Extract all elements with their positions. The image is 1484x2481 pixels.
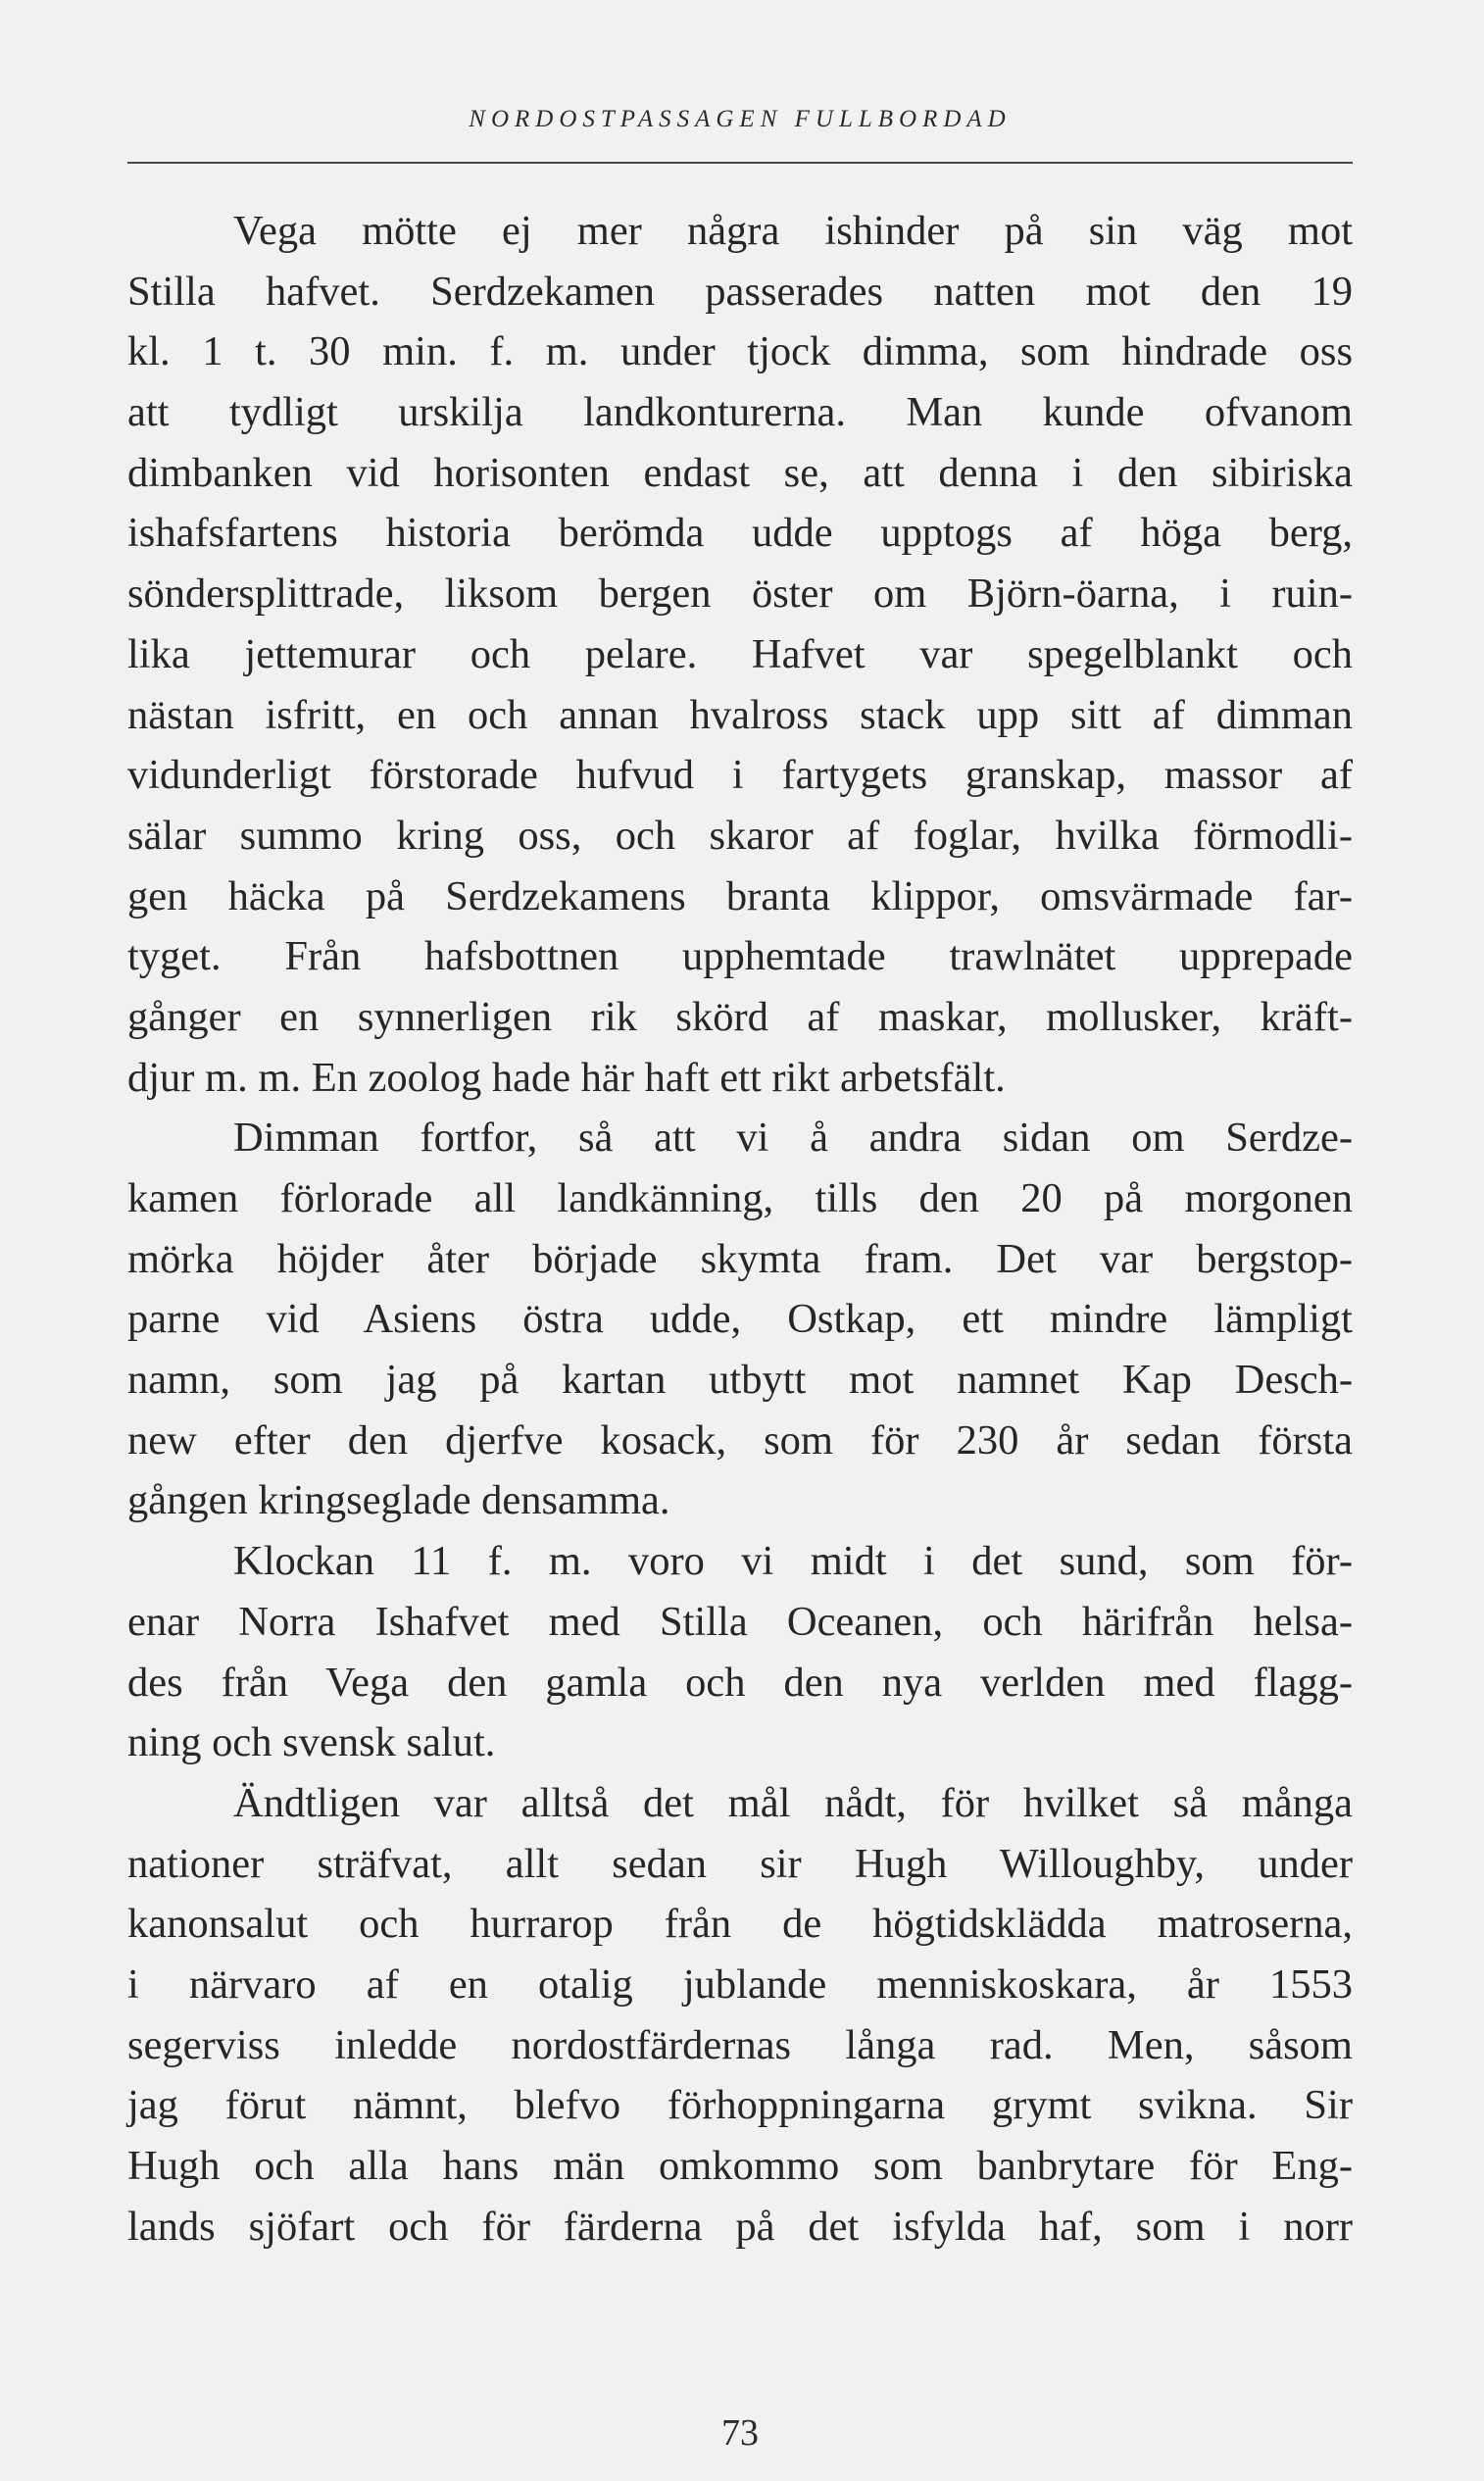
text-line: i närvaro af en otalig jublande menniskoskara, år 1553 — [127, 1960, 1353, 2008]
text-line: kl. 1 t. 30 min. f. m. under tjock dimma, som hindrade oss — [127, 328, 1353, 375]
page-number: 73 — [721, 2412, 759, 2454]
text-line: segerviss inledde nordostfärdernas långa rad. Men, såsom — [127, 2021, 1353, 2068]
text-line: enar Norra Ishafvet med Stilla Oceanen, och härifrån helsa- — [127, 1598, 1353, 1645]
text-line: Stilla hafvet. Serdzekamen passerades natten mot den 19 — [127, 268, 1353, 315]
text-line: nationer sträfvat, allt sedan sir Hugh Willoughby, under — [127, 1840, 1353, 1887]
text-line: djur m. m. En zoolog hade här haft ett rikt arbetsfält. — [127, 1054, 1006, 1101]
text-line: parne vid Asiens östra udde, Ostkap, ett mindre lämpligt — [127, 1296, 1353, 1343]
text-line: vidunderligt förstorade hufvud i fartygets granskap, massor af — [127, 752, 1353, 799]
text-line: Klockan 11 f. m. voro vi midt i det sund, som för- — [233, 1538, 1353, 1585]
body-text — [127, 201, 1353, 2257]
text-line: lands sjöfart och för färderna på det isfylda haf, som i norr — [127, 2203, 1353, 2250]
text-line: new efter den djerfve kosack, som för 230 år sedan första — [127, 1416, 1353, 1464]
text-line: kanonsalut och hurrarop från de högtidsklädda matroserna, — [127, 1901, 1353, 1948]
text-line: des från Vega den gamla och den nya verlden med flagg- — [127, 1659, 1353, 1706]
text-line: sälar summo kring oss, och skaror af foglar, hvilka förmodli- — [127, 812, 1353, 859]
text-line: gen häcka på Serdzekamens branta klippor, omsvärmade far- — [127, 872, 1353, 919]
text-line: söndersplittrade, liksom bergen öster om Björn-öarna, i ruin- — [127, 571, 1353, 618]
text-line: Ändtligen var alltså det mål nådt, för hvilket så många — [233, 1779, 1353, 1826]
text-line: gången kringseglade densamma. — [127, 1477, 670, 1524]
text-line: ning och svensk salut. — [127, 1719, 496, 1766]
text-line: lika jettemurar och pelare. Hafvet var spegelblankt och — [127, 630, 1353, 677]
text-line: gånger en synnerligen rik skörd af maskar, mollusker, kräft- — [127, 993, 1353, 1040]
header-rule — [127, 162, 1353, 164]
text-line: jag förut nämnt, blefvo förhoppningarna grymt svikna. Sir — [127, 2082, 1353, 2129]
text-line: namn, som jag på kartan utbytt mot namnet Kap Desch- — [127, 1357, 1353, 1404]
text-line: att tydligt urskilja landkonturerna. Man kunde ofvanom — [127, 389, 1353, 436]
text-line: ishafsfartens historia berömda udde upptogs af höga berg, — [127, 510, 1353, 557]
text-line: nästan isfritt, en och annan hvalross stack upp sitt af dimman — [127, 691, 1353, 738]
text-line: tyget. Från hafsbottnen upphemtade trawlnätet upprepade — [127, 933, 1353, 980]
text-line: kamen förlorade all landkänning, tills den 20 på morgonen — [127, 1175, 1353, 1221]
text-line: dimbanken vid horisonten endast se, att denna i den sibiriska — [127, 449, 1353, 496]
text-line: Hugh och alla hans män omkommo som banbrytare för Eng- — [127, 2143, 1353, 2189]
text-line: mörka höjder åter började skymta fram. Det var bergstop- — [127, 1235, 1353, 1282]
text-line: Dimman fortfor, så att vi å andra sidan om Serdze- — [233, 1115, 1353, 1162]
text-line: Vega mötte ej mer några ishinder på sin väg mot — [233, 208, 1353, 254]
running-head: NORDOSTPASSAGEN FULLBORDAD — [469, 106, 1012, 132]
